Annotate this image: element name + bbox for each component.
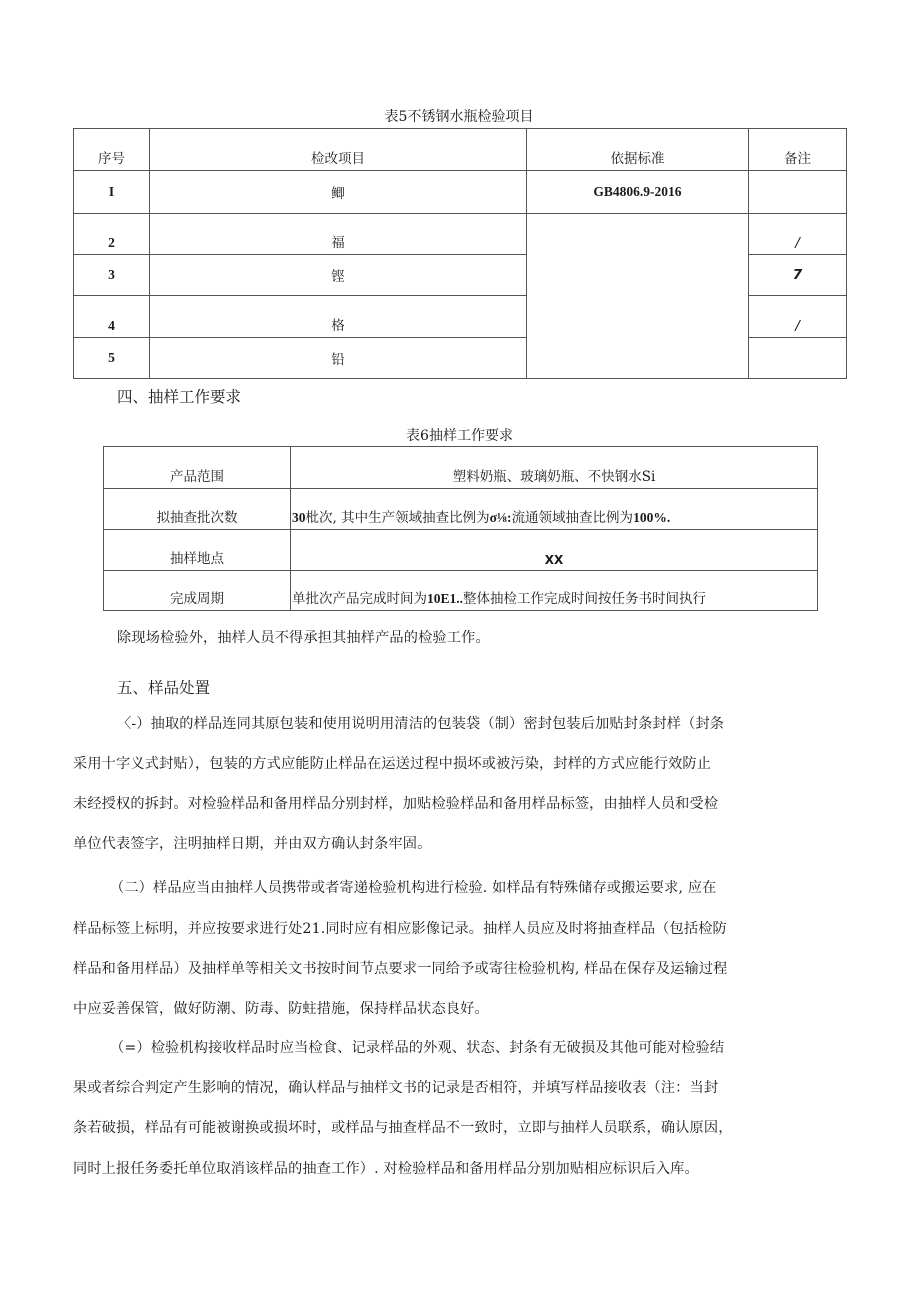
table-row <box>104 489 818 530</box>
batch-text-1: 枇次, 其中生产领域抽查比例为 <box>305 510 490 526</box>
row-item: 铿 <box>150 255 527 296</box>
row-label: 产品范围 <box>104 447 291 489</box>
table5-header-row <box>74 129 847 171</box>
table-row <box>74 214 847 255</box>
para2-line2: 样品标签上标明，并应按要求进行处21.同时应有相应影像记录。抽样人员应及时将抽查样品（包括检防 <box>73 921 727 937</box>
row-item: 格 <box>150 296 527 338</box>
row-no: 2 <box>74 214 150 255</box>
para3-line1: （=）检验机构接收样品时应当检食、记录样品的外观、状态、封条有无破损及其他可能对检验结 <box>110 1040 725 1056</box>
circulation-ratio: 100%. <box>633 510 671 525</box>
row-note: / <box>749 214 847 255</box>
row-item: 鲫 <box>150 171 527 214</box>
product-scope-text: 塑料奶瓶、玻璃奶瓶、不快钢水Si <box>452 469 656 485</box>
section4-heading: 四、抽样工作要求 <box>117 388 242 406</box>
para2-line3: 样品和备用样品）及抽样单等相关文书按时间节点要求一同给予或寄往检验机构, 样品在保存及运输过程 <box>73 961 728 977</box>
para3-line2: 果或者综合判定产生影响的情况，确认样品与抽样文书的记录是否相符，并填写样品接收表（注：当封 <box>73 1080 719 1096</box>
period-text-2: 整体抽检工作完成时间按任务书时间执行 <box>463 591 707 607</box>
table6-caption: 表6抽样工作要求 <box>406 428 513 444</box>
para1-line4: 单位代表签字，注明抽样日期，并由双方确认封条牢固。 <box>73 836 432 852</box>
batch-text-2: 流通领域抽查比例为 <box>511 510 634 526</box>
period-days: 10E1.. <box>427 591 464 606</box>
para2-line1: （二）样品应当由抽样人员携带或者寄递检验机构进行检验. 如样品有特殊储存或搬运要求, 应在 <box>110 880 717 896</box>
row-value <box>291 571 818 611</box>
table-row <box>104 571 818 611</box>
table6 <box>103 446 818 611</box>
period-text-1: 单批次产品完成时间为 <box>292 591 427 607</box>
para2-line4: 中应妥善保管，做好防潮、防毒、防蛀措施，保持样品状态良好。 <box>73 1001 489 1017</box>
table-row <box>104 447 818 489</box>
row-note <box>749 171 847 214</box>
table5-caption: 表5不锈钢水瓶检验项目 <box>384 109 534 125</box>
section5-heading: 五、样品处置 <box>117 679 211 697</box>
header-standard: 依据标准 <box>527 129 749 171</box>
row-standard: GB4806.9-2016 <box>527 171 749 214</box>
row-standard-merged <box>527 214 749 379</box>
batch-count: 30 <box>292 510 306 525</box>
row-label: 完成周期 <box>104 571 291 611</box>
row-note <box>749 338 847 379</box>
para1-line3: 未经授权的拆封。对检验样品和备用样品分别封样，加贴检验样品和备用样品标签，由抽样人员和受检 <box>73 796 719 812</box>
para1-line1: 〈-）抽取的样品连同其原包装和使用说明用清洁的包装袋（制）密封包装后加贴封条封样（封条 <box>117 716 725 732</box>
row-value <box>291 447 818 489</box>
row-item: 铅 <box>150 338 527 379</box>
header-note: 备注 <box>749 129 847 171</box>
row-value <box>291 489 818 530</box>
row-label: 拟抽查批次数 <box>104 489 291 530</box>
para1-line2: 采用十字义式封贴），包装的方式应能防止样品在运送过程中损坏或被污染，封样的方式应能行效防止 <box>73 756 712 772</box>
para3-line4: 同时上报任务委托单位取消该样品的抽查工作）. 对检验样品和备用样品分别加贴相应标识后入库。 <box>73 1161 699 1177</box>
table-row <box>104 530 818 571</box>
table-row <box>74 171 847 214</box>
header-no: 序号 <box>74 129 150 171</box>
row-no: 3 <box>74 255 150 296</box>
note-line: 除现场检验外，抽样人员不得承担其抽样产品的检验工作。 <box>117 630 490 646</box>
row-label: 抽样地点 <box>104 530 291 571</box>
row-no: 4 <box>74 296 150 338</box>
row-note: / <box>749 296 847 338</box>
row-note: 7 <box>749 255 847 296</box>
row-no: 5 <box>74 338 150 379</box>
para3-line3: 条若破损，样品有可能被谢换或损坏时，或样品与抽查样品不一致时，立即与抽样人员联系，确认原因， <box>73 1120 733 1136</box>
row-no: I <box>74 171 150 214</box>
row-item: 福 <box>150 214 527 255</box>
row-value: XX <box>291 530 818 571</box>
table5 <box>73 128 847 379</box>
production-ratio: σ⅛: <box>489 510 512 525</box>
header-item: 检改项目 <box>150 129 527 171</box>
